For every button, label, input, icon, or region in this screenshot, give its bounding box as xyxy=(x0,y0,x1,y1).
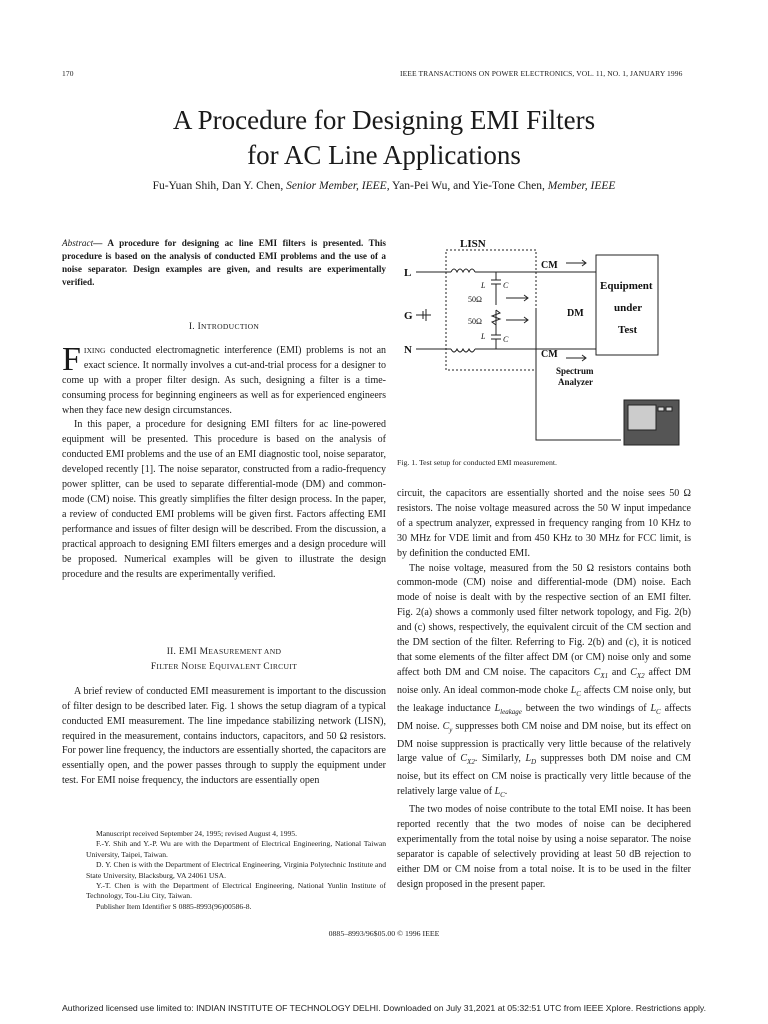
intro-paragraph-1: FIXING conducted electromagnetic interference (EMI) problems is not an exact science. It normally involves a cut-and-trial process for a designer to come up with a proper filter design. As such, designing a filter is a time-consuming process for beginning engineers as well as for experienced engineers when they face new design circumstances. xyxy=(62,340,387,416)
author-role-1: Senior Member, IEEE, xyxy=(286,180,390,192)
line-G-label: G xyxy=(404,310,413,322)
license-footer: Authorized licensed use limited to: INDIAN INSTITUTE OF TECHNOLOGY DELHI. Downloaded on July 31,2021 at 05:32:51 UTC from IEEE Xplore. Restrictions apply. xyxy=(61,1003,707,1013)
emi-paragraph-1: A brief review of conducted EMI measurement is important to the discussion of filter design to be described later. Fig. 1 shows the setup diagram of a typical conducted EMI measurement. The line impedance stabilizing network (LISN), required in the measurement, contains inductors, capacitors, and 50 Ω resistors. For power line frequency, the inductors are essentially shorted, the capacitors are essentially open, and the power passes through to supply the equipment under test. For EMI noise frequency, the inductors are essentially open xyxy=(62,685,386,787)
inductor-label: L xyxy=(481,281,486,290)
section-introduction xyxy=(62,320,386,582)
author-group-1: Fu-Yuan Shih, Dan Y. Chen, xyxy=(152,180,284,192)
inductor-symbol xyxy=(451,349,475,352)
cm-label: CM xyxy=(541,349,558,360)
cm-label: CM xyxy=(541,260,558,271)
footnote: Manuscript received September 24, 1995; revised August 4, 1995. xyxy=(96,829,297,838)
test-label: Test xyxy=(618,324,638,336)
right-paragraph-2: The two modes of noise contribute to the total EMI noise. It has been reported recently that the two modes of noise can be deciphered experimentally from the total noise by using a noise separator. The noise separator is capable of selectively providing at least 50 dB rejection to either DM or CM noise from a total noise. It is to be used in the filter design proposed in the present paper. xyxy=(397,804,691,890)
right-paragraph-0: circuit, the capacitors are essentially shorted and the noise sees 50 Ω resistors. The noise voltage measured across the 50 W input impedance of a spectrum analyzer, expressed in frequency ranging from 10 KHz to 30 MHz for VDE limit and from 450 KHz to 30 MHz for FCC limit, is by definition the conducted EMI. xyxy=(397,488,691,559)
capacitor-label: C xyxy=(503,335,509,344)
line-N-label: N xyxy=(404,344,412,356)
footnotes xyxy=(86,829,386,912)
lisn-label: LISN xyxy=(460,238,486,250)
copyright-line: 0885–8993/96$05.00 © 1996 IEEE xyxy=(328,929,440,938)
abstract-label: Abstract xyxy=(62,238,94,248)
paper-title xyxy=(0,103,768,173)
right-paragraph-1: The noise voltage, measured from the 50 Ω resistors contains both common-mode (CM) noise and differential-mode (DM) noise. Each mode of noise is dealt with by the respective section of an EMI filter. Fig. 2(a) shows a commonly used filter network topology, and Fig. 2(b) and (c) shows, respectively, the equivalent circuit of the CM section and the DM section of the filter. Referring to Fig. 2(b) and (c), it is noticed that some elements of the filter affect DM (or CM) noise only and some affect both DM and CM noise. The capacitors $C_{X1}$ and $C_{X2}$ affect DM noise only. An ideal common-mode choke $L_C$ affects CM noise only, but the leakage inductance $L_{leakage}$ between the two windings of $L_C$ affects DM noise. $C_y$ suppresses both CM noise and DM noise, but its effect on DM noise suppression is practically very little because of the relatively large value of $C_{X2}$. Similarly, $L_D$ suppresses both DM noise and CM noise, but its effect on CM noise is practically very little because of the relatively large value of $L_C$. xyxy=(397,562,692,800)
equipment-label: Equipment xyxy=(600,280,653,292)
under-label: under xyxy=(614,302,643,314)
author-role-2: Member, IEEE xyxy=(547,180,616,192)
analyzer-label: Analyzer xyxy=(558,377,593,387)
footnote: Y.-T. Chen is with the Department of Electrical Engineering, National Yunlin Institute of Technology, Tou-Liu City, Taiwan. xyxy=(86,881,386,901)
inductor-label: L xyxy=(481,332,486,341)
capacitor-label: C xyxy=(503,281,509,290)
right-column-text xyxy=(397,487,691,893)
drop-cap: F xyxy=(62,340,81,378)
section-heading-emi: II. EMI MEASUREMENT AND xyxy=(166,647,282,657)
spectrum-label: Spectrum xyxy=(556,366,594,376)
section-heading-introduction: I. INTRODUCTION xyxy=(188,322,260,332)
abstract xyxy=(62,237,386,289)
authors xyxy=(0,180,768,192)
page-number: 170 xyxy=(62,69,74,78)
title-line-2: for AC Line Applications xyxy=(247,140,521,170)
resistor-label: 50Ω xyxy=(468,317,482,326)
figure-1-test-setup xyxy=(396,235,696,455)
resistor-label: 50Ω xyxy=(468,295,482,304)
inductor-symbol xyxy=(451,269,475,272)
section-heading-emi-line-2: FILTER NOISE EQUIVALENT CIRCUIT xyxy=(150,661,298,672)
journal-header: IEEE TRANSACTIONS ON POWER ELECTRONICS, VOL. 11, NO. 1, JANUARY 1996 xyxy=(400,69,683,78)
intro-paragraph-2: In this paper, a procedure for designing EMI filters for ac line-powered equipment will be presented. This procedure is based on the analysis of conducted EMI problems and the use of an EMI diagnostic tool, noise separator, developed recently [1]. The noise separator, constructed from a radio-frequency power splitter, can be used to separate differential-mode (DM) and common-mode (CM) noise. This greatly simplifies the filter design process. In the paper, a review of conducted EMI problems will be given first. Factors affecting EMI performance and issues of filter design will be described. From the discussion, a practical approach to designing EMI filters emerges and a design procedure will be proposed. Numerical examples will be given to illustrate the design procedure and the results are experimentally verified. xyxy=(62,419,386,580)
author-group-2: Yan-Pei Wu, and Yie-Tone Chen, xyxy=(392,180,545,192)
section-emi-measurement xyxy=(62,645,386,789)
footnote: F.-Y. Shih and Y.-P. Wu are with the Department of Electrical Engineering, National Taiwan University, Taipei, Taiwan. xyxy=(86,839,386,859)
abstract-text: — A procedure for designing ac line EMI filters is presented. This procedure is based on the analysis of conducted EMI problems and the use of a noise separator. Design examples are given, and results are experimentally verified. xyxy=(62,238,386,287)
dm-label: DM xyxy=(567,308,584,319)
line-L-label: L xyxy=(404,267,412,279)
figure-1-caption: Fig. 1. Test setup for conducted EMI measurement. xyxy=(397,458,557,467)
title-line-1: A Procedure for Designing EMI Filters xyxy=(172,105,596,135)
footnote: Publisher Item Identifier S 0885-8993(96)00586-8. xyxy=(96,901,252,911)
footnote: D. Y. Chen is with the Department of Electrical Engineering, Virginia Polytechnic Institute and State University, Blacksburg, VA 24061 USA. xyxy=(86,860,386,880)
